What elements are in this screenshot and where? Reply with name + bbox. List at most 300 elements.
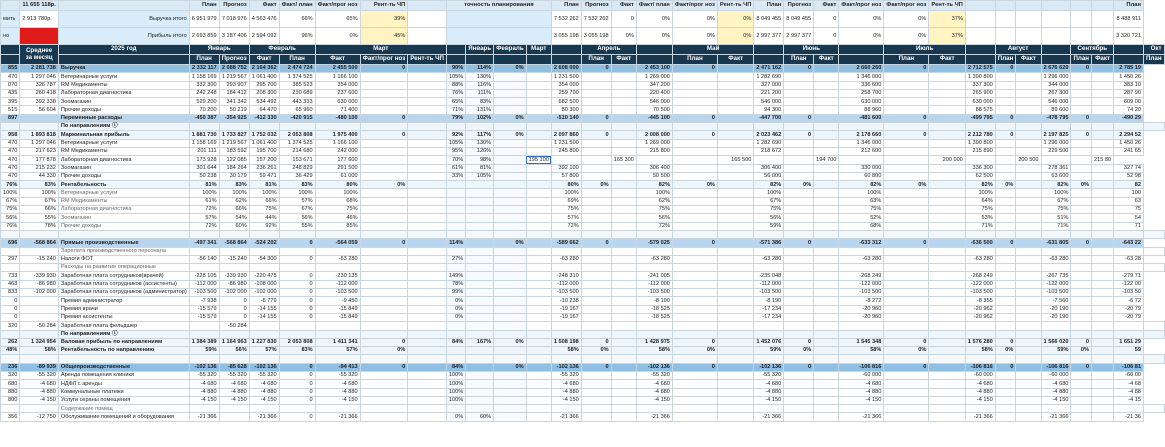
value-cell[interactable]: -17 234: [754, 305, 784, 313]
value-cell[interactable]: [551, 123, 581, 131]
value-cell[interactable]: 67%: [1, 197, 20, 205]
value-cell[interactable]: [611, 247, 636, 255]
value-cell[interactable]: [581, 272, 611, 280]
value-cell[interactable]: 0: [1071, 363, 1092, 371]
value-cell[interactable]: [446, 197, 465, 205]
value-cell[interactable]: [884, 139, 929, 147]
value-cell[interactable]: [929, 338, 965, 346]
value-cell[interactable]: 100%: [249, 189, 279, 197]
value-cell[interactable]: [360, 206, 408, 214]
value-cell[interactable]: [446, 123, 465, 131]
value-cell[interactable]: 0: [581, 65, 611, 73]
value-cell[interactable]: [884, 413, 929, 421]
value-cell[interactable]: [408, 164, 447, 172]
value-cell[interactable]: [884, 106, 929, 114]
value-cell[interactable]: [1092, 338, 1114, 346]
value-cell[interactable]: [526, 81, 551, 89]
value-cell[interactable]: -571 386: [754, 239, 784, 247]
value-cell[interactable]: 1 390 800: [965, 139, 995, 147]
value-cell[interactable]: 0%: [494, 338, 526, 346]
value-cell[interactable]: 0%: [446, 413, 465, 421]
value-cell[interactable]: [20, 405, 59, 413]
summary-group4-0[interactable]: 3 320 721: [1114, 28, 1144, 45]
value-cell[interactable]: [636, 123, 672, 131]
value-cell[interactable]: -15 849: [315, 305, 360, 313]
value-cell[interactable]: -21 366: [315, 413, 360, 421]
value-cell[interactable]: [814, 289, 839, 297]
value-cell[interactable]: 58%: [965, 347, 995, 355]
value-cell[interactable]: [1071, 222, 1092, 230]
value-cell[interactable]: 88 575: [965, 106, 995, 114]
value-cell[interactable]: 0: [884, 239, 929, 247]
value-cell[interactable]: 84%: [446, 363, 465, 371]
value-cell[interactable]: -631 805: [1041, 239, 1071, 247]
value-cell[interactable]: [249, 123, 279, 131]
value-cell[interactable]: [717, 297, 753, 305]
value-cell[interactable]: [1092, 73, 1114, 81]
value-cell[interactable]: [1092, 255, 1114, 263]
value-cell[interactable]: [1071, 396, 1092, 404]
value-cell[interactable]: [995, 313, 1016, 321]
value-cell[interactable]: [1041, 247, 1071, 255]
value-cell[interactable]: [526, 305, 551, 313]
value-cell[interactable]: -103 500: [315, 289, 360, 297]
value-cell[interactable]: -60 00: [1114, 371, 1144, 379]
value-cell[interactable]: [814, 131, 839, 139]
value-cell[interactable]: [446, 189, 465, 197]
value-cell[interactable]: [279, 123, 315, 131]
value-cell[interactable]: [466, 322, 494, 330]
value-cell[interactable]: [360, 330, 408, 338]
value-cell[interactable]: [315, 330, 360, 338]
value-cell[interactable]: 0: [279, 396, 315, 404]
value-cell[interactable]: [446, 355, 465, 363]
value-cell[interactable]: [672, 73, 717, 81]
value-cell[interactable]: [672, 272, 717, 280]
value-cell[interactable]: [1071, 297, 1092, 305]
value-cell[interactable]: 165 300: [611, 156, 636, 164]
summary-group4-0[interactable]: 8 488 911: [1114, 11, 1144, 28]
value-cell[interactable]: 66%: [219, 206, 249, 214]
value-cell[interactable]: [929, 255, 965, 263]
value-cell[interactable]: [446, 181, 465, 189]
value-cell[interactable]: 105%: [466, 172, 494, 180]
value-cell[interactable]: 67%: [279, 206, 315, 214]
value-cell[interactable]: 2 608 000: [551, 65, 581, 73]
value-cell[interactable]: [360, 380, 408, 388]
value-cell[interactable]: -4 150: [754, 396, 784, 404]
value-cell[interactable]: [929, 65, 965, 73]
value-cell[interactable]: [526, 73, 551, 81]
value-cell[interactable]: [839, 230, 884, 238]
value-cell[interactable]: -103 500: [636, 289, 672, 297]
value-cell[interactable]: [929, 371, 965, 379]
row-label[interactable]: Общепроизводственные: [58, 363, 189, 371]
value-cell[interactable]: 1 219 567: [219, 139, 249, 147]
value-cell[interactable]: [965, 264, 995, 272]
value-cell[interactable]: [189, 264, 219, 272]
value-cell[interactable]: 630 000: [315, 98, 360, 106]
value-cell[interactable]: [219, 247, 249, 255]
value-cell[interactable]: 262: [1, 338, 20, 346]
value-cell[interactable]: [446, 264, 465, 272]
value-cell[interactable]: 48%: [1, 347, 20, 355]
value-cell[interactable]: [814, 197, 839, 205]
value-cell[interactable]: -420 915: [279, 114, 315, 122]
summary-q1-4[interactable]: 65%: [315, 11, 360, 28]
value-cell[interactable]: 75%: [1041, 206, 1071, 214]
value-cell[interactable]: [884, 197, 929, 205]
value-cell[interactable]: 81%: [249, 181, 279, 189]
value-cell[interactable]: [814, 355, 839, 363]
value-cell[interactable]: [526, 239, 551, 247]
value-cell[interactable]: 800: [1, 396, 20, 404]
value-cell[interactable]: 56%: [1, 214, 20, 222]
value-cell[interactable]: [360, 322, 408, 330]
value-cell[interactable]: [995, 106, 1016, 114]
value-cell[interactable]: [189, 230, 219, 238]
value-cell[interactable]: [249, 264, 279, 272]
row-label[interactable]: Ветеринарные услуги: [58, 189, 189, 197]
value-cell[interactable]: 1 450 26: [1114, 139, 1144, 147]
value-cell[interactable]: [611, 214, 636, 222]
value-cell[interactable]: [839, 123, 884, 131]
value-cell[interactable]: [526, 313, 551, 321]
value-cell[interactable]: [672, 247, 717, 255]
value-cell[interactable]: [494, 313, 526, 321]
value-cell[interactable]: [1016, 197, 1041, 205]
value-cell[interactable]: [249, 247, 279, 255]
value-cell[interactable]: [1016, 247, 1041, 255]
value-cell[interactable]: 237 600: [315, 89, 360, 97]
month-11[interactable]: Сентябрь: [1071, 45, 1114, 55]
value-cell[interactable]: [814, 189, 839, 197]
value-cell[interactable]: [581, 280, 611, 288]
value-cell[interactable]: [315, 264, 360, 272]
value-cell[interactable]: 1 297 046: [20, 139, 59, 147]
value-cell[interactable]: 0: [1, 313, 20, 321]
value-cell[interactable]: -103 500: [754, 289, 784, 297]
value-cell[interactable]: 2 281 738: [20, 65, 59, 73]
value-cell[interactable]: [1092, 322, 1114, 330]
total-value[interactable]: 11 655 118р.: [20, 1, 59, 11]
value-cell[interactable]: [965, 247, 995, 255]
row-label[interactable]: Заработная плата сотрудников (ассистенты): [58, 280, 189, 288]
value-cell[interactable]: [494, 289, 526, 297]
summary-group2-3[interactable]: 0%: [636, 28, 672, 45]
value-cell[interactable]: [189, 330, 219, 338]
value-cell[interactable]: -480 100: [315, 114, 360, 122]
value-cell[interactable]: 0: [219, 305, 249, 313]
value-cell[interactable]: 100%: [754, 189, 784, 197]
value-cell[interactable]: -103 500: [839, 289, 884, 297]
value-cell[interactable]: 0: [884, 114, 929, 122]
value-cell[interactable]: -4 680: [1041, 380, 1071, 388]
value-cell[interactable]: [754, 230, 784, 238]
value-cell[interactable]: [494, 405, 526, 413]
value-cell[interactable]: 126%: [466, 147, 494, 155]
value-cell[interactable]: -4 880: [315, 388, 360, 396]
value-cell[interactable]: [929, 355, 965, 363]
value-cell[interactable]: [754, 355, 784, 363]
value-cell[interactable]: [1092, 206, 1114, 214]
value-cell[interactable]: -228 105: [189, 272, 219, 280]
value-cell[interactable]: 245 800: [551, 147, 581, 155]
value-cell[interactable]: -4 880: [1041, 388, 1071, 396]
value-cell[interactable]: 2 164 362: [249, 65, 279, 73]
value-cell[interactable]: 92%: [249, 222, 279, 230]
value-cell[interactable]: 100%: [1, 189, 20, 197]
value-cell[interactable]: [995, 371, 1016, 379]
value-cell[interactable]: [408, 131, 447, 139]
value-cell[interactable]: -20 962: [965, 313, 995, 321]
value-cell[interactable]: 72%: [551, 222, 581, 230]
value-cell[interactable]: 463: [1, 280, 20, 288]
value-cell[interactable]: -568 864: [20, 239, 59, 247]
value-cell[interactable]: 59%: [189, 347, 219, 355]
value-cell[interactable]: [408, 388, 447, 396]
row-label[interactable]: По направлениям ⓘ: [58, 330, 189, 338]
value-cell[interactable]: 100: [1114, 189, 1144, 197]
value-cell[interactable]: [189, 322, 219, 330]
value-cell[interactable]: 230 689: [279, 89, 315, 97]
value-cell[interactable]: 72%: [189, 206, 219, 214]
value-cell[interactable]: -55 320: [754, 371, 784, 379]
value-cell[interactable]: [611, 222, 636, 230]
value-cell[interactable]: [494, 156, 526, 164]
value-cell[interactable]: -4 150: [839, 396, 884, 404]
value-cell[interactable]: [995, 388, 1016, 396]
value-cell[interactable]: [526, 347, 551, 355]
value-cell[interactable]: [814, 255, 839, 263]
value-cell[interactable]: [884, 206, 929, 214]
value-cell[interactable]: [360, 147, 408, 155]
value-cell[interactable]: [884, 380, 929, 388]
value-cell[interactable]: [839, 322, 884, 330]
value-cell[interactable]: [466, 305, 494, 313]
value-cell[interactable]: [1, 230, 20, 238]
value-cell[interactable]: 58%: [839, 347, 884, 355]
value-cell[interactable]: [754, 247, 784, 255]
value-cell[interactable]: -4 150: [219, 396, 249, 404]
value-cell[interactable]: -103 50: [1114, 289, 1144, 297]
value-cell[interactable]: -4 680: [249, 380, 279, 388]
value-cell[interactable]: [1114, 230, 1144, 238]
value-cell[interactable]: [1016, 131, 1041, 139]
value-cell[interactable]: [581, 405, 611, 413]
value-cell[interactable]: 82%: [636, 181, 672, 189]
value-cell[interactable]: 2 008 000: [636, 131, 672, 139]
value-cell[interactable]: 0: [219, 313, 249, 321]
value-cell[interactable]: 1 231 500: [551, 73, 581, 81]
value-cell[interactable]: 0: [279, 289, 315, 297]
value-cell[interactable]: [408, 181, 447, 189]
value-cell[interactable]: [219, 405, 249, 413]
value-cell[interactable]: -122 00: [1114, 280, 1144, 288]
value-cell[interactable]: [1016, 405, 1041, 413]
value-cell[interactable]: -55 320: [636, 371, 672, 379]
value-cell[interactable]: 0%: [446, 313, 465, 321]
value-cell[interactable]: 70 200: [189, 106, 219, 114]
value-cell[interactable]: -268 249: [965, 272, 995, 280]
value-cell[interactable]: [494, 264, 526, 272]
value-cell[interactable]: 82: [1114, 181, 1144, 189]
value-cell[interactable]: 0: [884, 131, 929, 139]
value-cell[interactable]: [1, 330, 20, 338]
value-cell[interactable]: [884, 272, 929, 280]
value-cell[interactable]: 131%: [466, 106, 494, 114]
value-cell[interactable]: 278 361: [1041, 164, 1071, 172]
value-cell[interactable]: 897: [1, 114, 20, 122]
value-cell[interactable]: 71: [1114, 222, 1144, 230]
value-cell[interactable]: [581, 380, 611, 388]
value-cell[interactable]: 100%: [315, 189, 360, 197]
value-cell[interactable]: -633 312: [839, 239, 884, 247]
value-cell[interactable]: [995, 214, 1016, 222]
row-label[interactable]: Коммунальные платежи: [58, 388, 189, 396]
value-cell[interactable]: 2 712 575: [965, 65, 995, 73]
value-cell[interactable]: [581, 189, 611, 197]
value-cell[interactable]: [526, 247, 551, 255]
value-cell[interactable]: [814, 371, 839, 379]
value-cell[interactable]: [551, 322, 581, 330]
value-cell[interactable]: 332 300: [189, 81, 219, 89]
value-cell[interactable]: [814, 139, 839, 147]
value-cell[interactable]: [611, 405, 636, 413]
value-cell[interactable]: -103 500: [551, 289, 581, 297]
value-cell[interactable]: [784, 89, 814, 97]
value-cell[interactable]: 215 232: [20, 164, 59, 172]
value-cell[interactable]: [1071, 81, 1092, 89]
value-cell[interactable]: [494, 388, 526, 396]
value-cell[interactable]: [279, 330, 315, 338]
value-cell[interactable]: -412 330: [249, 114, 279, 122]
value-cell[interactable]: -481 600: [839, 114, 884, 122]
value-cell[interactable]: [672, 396, 717, 404]
value-cell[interactable]: [408, 413, 447, 421]
value-cell[interactable]: 0: [360, 114, 408, 122]
value-cell[interactable]: [784, 371, 814, 379]
value-cell[interactable]: 57%: [249, 347, 279, 355]
value-cell[interactable]: 0: [884, 363, 929, 371]
value-cell[interactable]: [814, 81, 839, 89]
value-cell[interactable]: 0%: [995, 181, 1016, 189]
value-cell[interactable]: [884, 297, 929, 305]
value-cell[interactable]: [672, 197, 717, 205]
value-cell[interactable]: [466, 371, 494, 379]
month-7[interactable]: Май: [672, 45, 753, 55]
value-cell[interactable]: [814, 206, 839, 214]
value-cell[interactable]: 78%: [20, 222, 59, 230]
value-cell[interactable]: [526, 164, 551, 172]
value-cell[interactable]: [1071, 214, 1092, 222]
value-cell[interactable]: 0: [1071, 131, 1092, 139]
value-cell[interactable]: [814, 338, 839, 346]
value-cell[interactable]: [672, 371, 717, 379]
value-cell[interactable]: [360, 280, 408, 288]
row-label[interactable]: [58, 230, 189, 238]
value-cell[interactable]: -63 280: [1041, 255, 1071, 263]
value-cell[interactable]: -447 700: [754, 114, 784, 122]
value-cell[interactable]: [672, 264, 717, 272]
value-cell[interactable]: 0: [672, 363, 717, 371]
value-cell[interactable]: [494, 172, 526, 180]
value-cell[interactable]: 2 023 462: [754, 131, 784, 139]
value-cell[interactable]: 122 085: [219, 156, 249, 164]
value-cell[interactable]: 58%: [20, 347, 59, 355]
value-cell[interactable]: [446, 230, 465, 238]
value-cell[interactable]: 0%: [446, 305, 465, 313]
value-cell[interactable]: -94 413: [315, 363, 360, 371]
value-cell[interactable]: 0%: [995, 347, 1016, 355]
value-cell[interactable]: [360, 272, 408, 280]
value-cell[interactable]: 44%: [249, 214, 279, 222]
value-cell[interactable]: [526, 206, 551, 214]
value-cell[interactable]: [717, 280, 753, 288]
value-cell[interactable]: -122 000: [1041, 280, 1071, 288]
value-cell[interactable]: 0%: [1071, 347, 1092, 355]
value-cell[interactable]: 71%: [965, 222, 995, 230]
value-cell[interactable]: 1 297 046: [20, 73, 59, 81]
value-cell[interactable]: [494, 297, 526, 305]
value-cell[interactable]: -102 136: [636, 363, 672, 371]
value-cell[interactable]: 470: [1, 164, 20, 172]
value-cell[interactable]: [551, 156, 581, 164]
summary-group2-5[interactable]: 0%: [717, 11, 753, 28]
value-cell[interactable]: [494, 222, 526, 230]
value-cell[interactable]: [1092, 330, 1114, 338]
value-cell[interactable]: 56%: [219, 347, 249, 355]
value-cell[interactable]: [466, 206, 494, 214]
value-cell[interactable]: -55 320: [219, 371, 249, 379]
value-cell[interactable]: 100%: [219, 189, 249, 197]
value-cell[interactable]: [717, 65, 753, 73]
value-cell[interactable]: [1071, 139, 1092, 147]
value-cell[interactable]: 157 200: [249, 156, 279, 164]
value-cell[interactable]: 341 342: [219, 98, 249, 106]
value-cell[interactable]: [315, 322, 360, 330]
value-cell[interactable]: 215 800: [636, 147, 672, 155]
value-cell[interactable]: [1092, 405, 1114, 413]
value-cell[interactable]: [1071, 289, 1092, 297]
summary-profit-flag[interactable]: [20, 28, 59, 45]
value-cell[interactable]: [611, 172, 636, 180]
value-cell[interactable]: [784, 172, 814, 180]
value-cell[interactable]: [1016, 73, 1041, 81]
value-cell[interactable]: 90%: [446, 65, 465, 73]
value-cell[interactable]: [672, 280, 717, 288]
value-cell[interactable]: 1 752 032: [249, 131, 279, 139]
value-cell[interactable]: [526, 106, 551, 114]
value-cell[interactable]: 470: [1, 73, 20, 81]
value-cell[interactable]: 194 700: [814, 156, 839, 164]
value-cell[interactable]: [884, 405, 929, 413]
value-cell[interactable]: 287 90: [1114, 89, 1144, 97]
value-cell[interactable]: -564 059: [315, 239, 360, 247]
value-cell[interactable]: [1092, 89, 1114, 97]
value-cell[interactable]: -108 000: [249, 280, 279, 288]
value-cell[interactable]: 1 061 400: [249, 139, 279, 147]
value-cell[interactable]: [814, 247, 839, 255]
value-cell[interactable]: [611, 289, 636, 297]
value-cell[interactable]: 0%: [672, 181, 717, 189]
value-cell[interactable]: 0: [360, 65, 408, 73]
value-cell[interactable]: [1016, 371, 1041, 379]
value-cell[interactable]: 75%: [636, 206, 672, 214]
value-cell[interactable]: [784, 230, 814, 238]
value-cell[interactable]: [1071, 164, 1092, 172]
value-cell[interactable]: [581, 147, 611, 155]
